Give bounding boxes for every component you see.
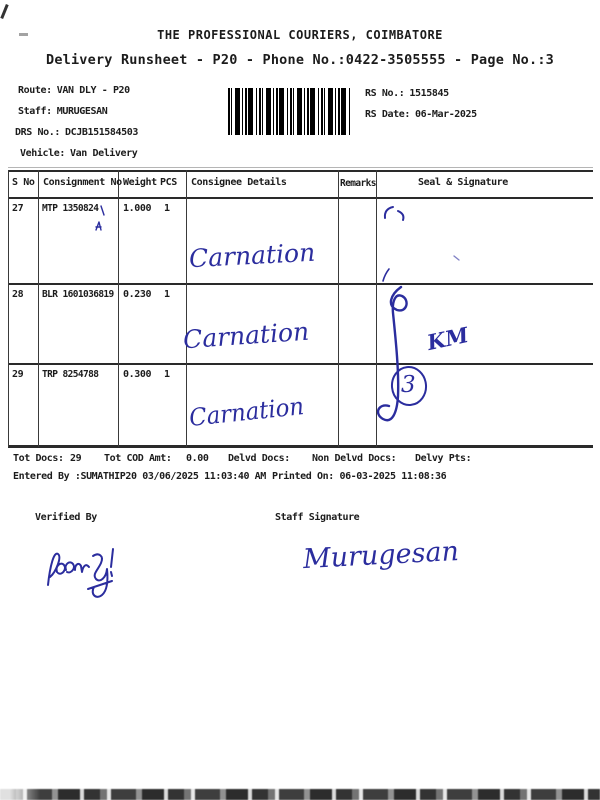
page-title: THE PROFESSIONAL COURIERS, COIMBATORE xyxy=(157,28,443,42)
row27-tick-mark xyxy=(101,206,104,215)
col-header-remarks: Remarks xyxy=(340,178,376,189)
col-header-consignee: Consignee Details xyxy=(191,177,287,188)
tot-cod-value: 0.00 xyxy=(186,453,209,464)
row27-weight: 1.000 xyxy=(123,203,152,214)
table-vline-left xyxy=(8,170,9,447)
drs-value: DCJB151584503 xyxy=(64,127,139,138)
row27-seal-dot xyxy=(454,256,459,260)
row27-sno: 27 xyxy=(12,203,24,214)
staff-value: MURUGESAN xyxy=(56,106,108,117)
printed-on-line: Printed On: 06-03-2025 11:08:36 xyxy=(272,471,447,482)
tot-docs-label: Tot Docs: xyxy=(13,453,64,464)
col-header-consignment: Consignment No xyxy=(43,177,122,188)
row28-seal-handwriting: KM xyxy=(424,321,471,356)
rs-date-row xyxy=(365,109,477,120)
table-vline-sno xyxy=(38,170,39,447)
table-vline-consignment xyxy=(118,170,119,447)
route-row xyxy=(18,85,130,96)
staff-signature-handwriting: Murugesan xyxy=(302,535,460,576)
table-row-border-2 xyxy=(8,363,593,365)
verified-by-label: Verified By xyxy=(35,512,97,523)
table-bottom-border xyxy=(8,445,593,448)
non-delvd-docs-label: Non Delvd Docs: xyxy=(312,453,397,464)
table-top-border xyxy=(8,170,593,172)
vehicle-value: Van Delivery xyxy=(69,148,138,159)
entered-by-line: Entered By :SUMATHIP20 03/06/2025 11:03:40 AM xyxy=(13,471,266,482)
tot-cod-label: Tot COD Amt: xyxy=(104,453,172,464)
row29-pcs: 1 xyxy=(164,369,170,380)
page-subtitle: Delivery Runsheet - P20 - Phone No.:0422-3505555 - Page No.:3 xyxy=(46,52,554,68)
drs-row xyxy=(15,127,138,138)
row29-consignment: TRP 8254788 xyxy=(42,369,99,380)
row27-pcs: 1 xyxy=(164,203,170,214)
table-row-border-1 xyxy=(8,283,593,285)
rs-date-label: RS Date: xyxy=(365,109,410,120)
row28-pcs: 1 xyxy=(164,289,170,300)
col-header-seal: Seal & Signature xyxy=(418,177,508,188)
verified-by-signature-scribble xyxy=(48,549,113,597)
row27-consignee-handwriting: Carnation xyxy=(188,237,316,274)
row29-weight: 0.300 xyxy=(123,369,152,380)
row27-seal-squiggle xyxy=(385,207,393,218)
table-vline-remarks xyxy=(376,170,377,447)
row29-consignee-handwriting: Carnation xyxy=(187,392,306,432)
drs-label: DRS No.: xyxy=(15,127,60,138)
row28-weight: 0.230 xyxy=(123,289,152,300)
tot-docs-value: 29 xyxy=(70,453,82,464)
row28-consignment: BLR 1601036819 xyxy=(42,289,114,300)
route-value: VAN DLY - P20 xyxy=(56,85,130,96)
staff-row xyxy=(18,106,107,117)
staff-signature-label: Staff Signature xyxy=(275,512,360,523)
rs-no-label: RS No.: xyxy=(365,88,405,99)
row27-consignment: MTP 1350824 xyxy=(42,203,99,214)
col-header-sno: S No xyxy=(12,177,35,188)
row29-sno: 29 xyxy=(12,369,24,380)
table-vline-consignee xyxy=(338,170,339,447)
rs-date-value: 06-Mar-2025 xyxy=(414,109,477,120)
vehicle-label: Vehicle: xyxy=(20,148,65,159)
col-header-pcs: PCS xyxy=(160,177,177,188)
rs-no-row xyxy=(365,88,449,99)
table-border-echo xyxy=(8,167,593,168)
scan-artifact-corner xyxy=(0,4,8,19)
scan-edge-artifact xyxy=(0,789,600,800)
row28-signature-stroke xyxy=(378,287,407,420)
barcode-icon xyxy=(228,88,351,135)
staff-label: Staff: xyxy=(18,106,52,117)
route-label: Route: xyxy=(18,85,52,96)
row28-sno: 28 xyxy=(12,289,24,300)
row27-check-mark xyxy=(96,222,101,230)
delvy-pts-label: Delvy Pts: xyxy=(415,453,472,464)
row29-seal-handwriting: 3 xyxy=(401,372,416,398)
vehicle-row xyxy=(20,148,137,159)
row27-seal-slash xyxy=(383,269,389,281)
row28-consignee-handwriting: Carnation xyxy=(182,316,311,355)
table-header-border xyxy=(8,197,593,199)
row27-seal-squiggle-tail xyxy=(398,211,403,220)
col-header-weight: Weight xyxy=(123,177,157,188)
rs-no-value: 1515845 xyxy=(409,88,449,99)
table-vline-weight xyxy=(186,170,187,447)
delvd-docs-label: Delvd Docs: xyxy=(228,453,290,464)
